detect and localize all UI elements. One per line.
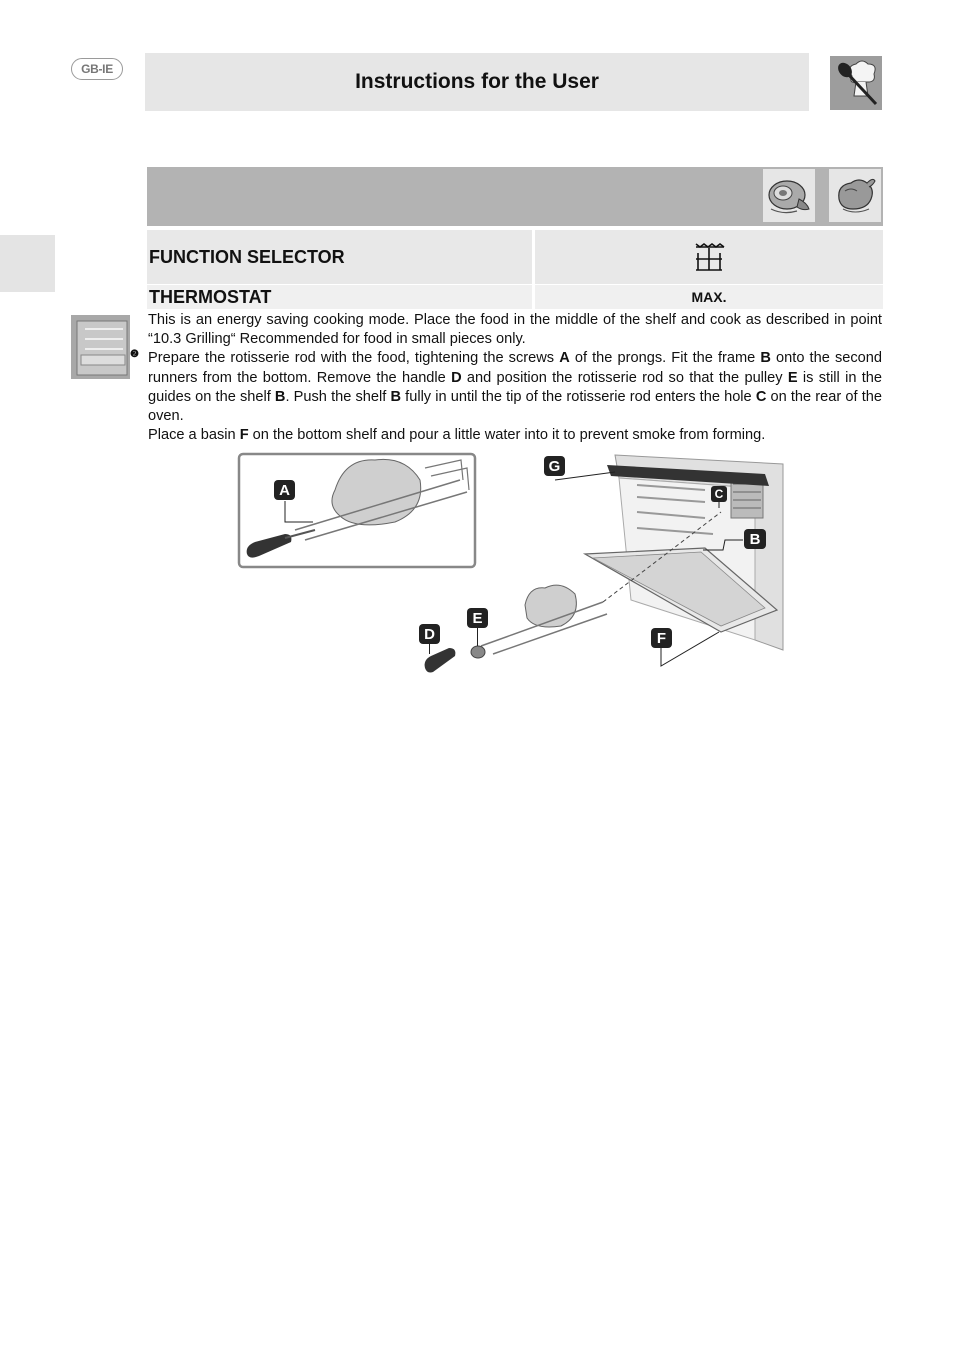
bold-reference: C	[755, 388, 767, 405]
bold-reference: D	[451, 369, 462, 386]
text-run: Prepare the rotisserie rod with the food, tightening the screws	[148, 350, 560, 367]
label-G: G	[548, 458, 561, 475]
function-selector-row	[147, 230, 883, 284]
bold-reference: E	[787, 369, 798, 386]
text-run: . Push the shelf	[285, 388, 391, 405]
chef-spoon-icon	[830, 56, 882, 110]
bold-reference: A	[559, 350, 570, 367]
label-F: F	[656, 630, 667, 647]
text-run: of the prongs. Fit the frame	[569, 350, 761, 367]
label-C: C	[714, 487, 724, 501]
roast-meat-icon	[763, 169, 815, 222]
text-run: onto the second runners from the bottom. Remove the handle	[148, 350, 883, 386]
shelf-number: ❷	[130, 349, 139, 360]
thermostat-value: MAX.	[691, 289, 727, 305]
thermostat-cell	[147, 285, 532, 309]
function-selector-cell	[147, 230, 532, 284]
side-tab	[0, 235, 55, 292]
thermostat-label: THERMOSTAT	[149, 286, 272, 307]
thermostat-row	[147, 285, 883, 309]
text-run: on the rear of the oven.	[148, 388, 882, 425]
rotisserie-illustration	[235, 450, 795, 680]
function-symbol-cell	[535, 230, 883, 284]
instructions-text	[148, 311, 882, 445]
rotisserie-grill-icon	[692, 240, 726, 274]
thermostat-value-cell	[535, 285, 883, 309]
bold-reference: B	[274, 388, 286, 405]
paragraph-2	[148, 349, 882, 426]
paragraph-1: This is an energy saving cooking mode. Place the food in the middle of the shelf and cook as described in point “10.3 Grilling“ Recommended for food in small pieces only.	[148, 312, 882, 348]
header-bar	[145, 53, 809, 111]
paragraph-3	[148, 426, 882, 445]
page-title: Instructions for the User	[355, 70, 599, 93]
bold-reference: B	[390, 388, 402, 405]
bold-reference: F	[239, 427, 249, 444]
label-D: D	[424, 626, 435, 643]
country-badge: GB-IE	[71, 58, 123, 80]
text-run: on the bottom shelf and pour a little water into it to prevent smoke from forming.	[248, 427, 766, 444]
label-A: A	[279, 482, 290, 499]
label-B: B	[749, 531, 761, 548]
text-run: Place a basin	[148, 427, 240, 444]
label-E: E	[472, 610, 483, 627]
text-run: and position the rotisserie rod so that the pulley	[461, 369, 788, 386]
roast-chicken-icon	[829, 169, 881, 222]
oven-shelf-icon	[71, 315, 130, 379]
function-selector-label: FUNCTION SELECTOR	[149, 246, 345, 267]
text-run: fully in until the tip of the rotisserie rod enters the hole	[401, 388, 756, 405]
text-run: is still in the guides on the shelf	[148, 369, 883, 405]
bold-reference: B	[760, 350, 771, 367]
